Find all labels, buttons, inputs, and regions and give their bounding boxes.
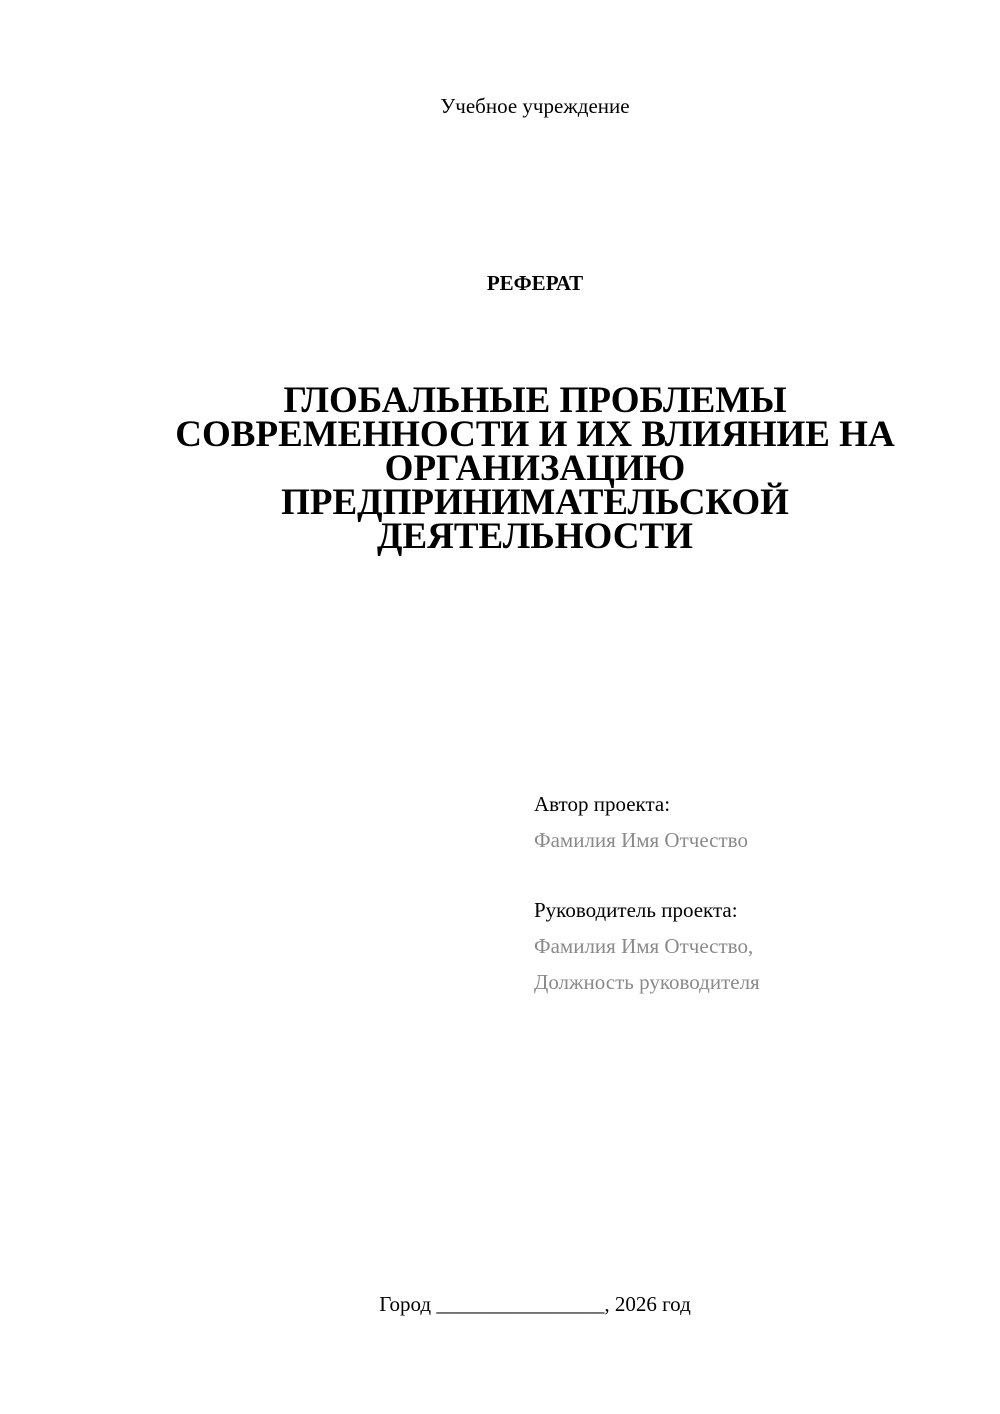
title-line: СОВРЕМЕННОСТИ И ИХ ВЛИЯНИЕ НА xyxy=(175,414,895,455)
author-label: Автор проекта: xyxy=(534,792,671,816)
supervisor-label: Руководитель проекта: xyxy=(534,898,738,922)
credits-spacer xyxy=(534,858,974,892)
document-type: РЕФЕРАТ xyxy=(486,271,584,295)
institution-name: Учебное учреждение xyxy=(440,94,630,118)
supervisor-position: Должность руководителя xyxy=(534,970,760,994)
title-line: ОРГАНИЗАЦИЮ xyxy=(384,448,686,489)
supervisor-name: Фамилия Имя Отчество, xyxy=(534,934,754,958)
title-line: ГЛОБАЛЬНЫЕ ПРОБЛЕМЫ xyxy=(283,380,787,421)
credits-block xyxy=(534,786,974,1000)
author-name: Фамилия Имя Отчество xyxy=(534,828,748,852)
title-line: ДЕЯТЕЛЬНОСТИ xyxy=(377,516,693,557)
city-year-footer: Город ________________, 2026 год xyxy=(379,1292,691,1316)
document-title xyxy=(150,380,920,557)
title-line: ПРЕДПРИНИМАТЕЛЬСКОЙ xyxy=(281,482,789,523)
